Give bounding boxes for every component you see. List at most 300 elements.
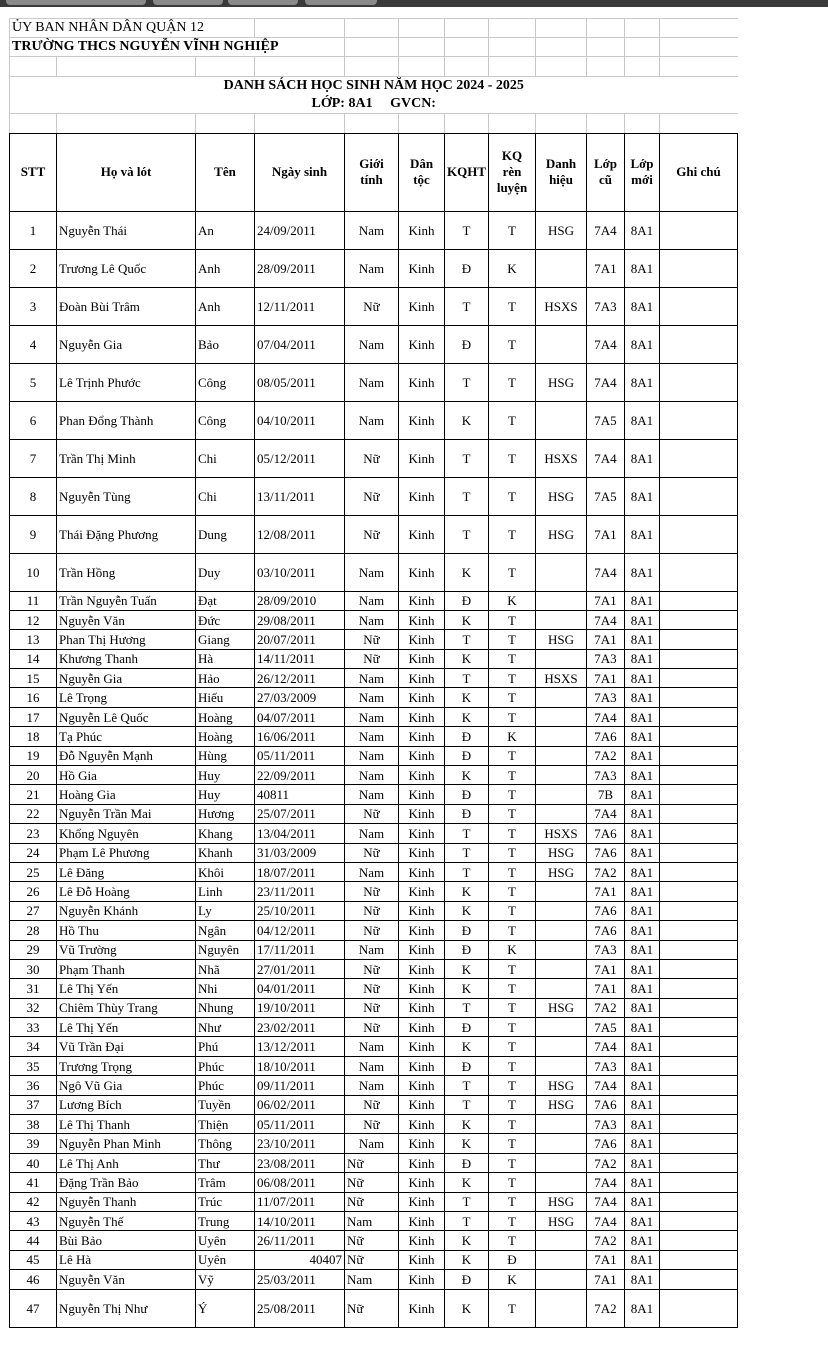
cell-ngay-sinh[interactable]: 18/07/2011 <box>255 862 345 881</box>
cell-ngay-sinh[interactable]: 23/11/2011 <box>255 882 345 901</box>
cell-gioi-tinh[interactable]: Nữ <box>345 901 399 920</box>
cell-dan-toc[interactable]: Kinh <box>399 1212 445 1231</box>
cell-kq-ren-luyen[interactable]: T <box>489 707 536 726</box>
cell-dan-toc[interactable]: Kinh <box>399 1076 445 1095</box>
cell-lop-moi[interactable]: 8A1 <box>625 669 660 688</box>
cell-danh-hieu[interactable]: HSG <box>536 630 587 649</box>
cell-kqht[interactable]: K <box>445 1250 489 1269</box>
cell-kq-ren-luyen[interactable]: T <box>489 843 536 862</box>
cell-ten[interactable]: Ly <box>196 901 255 920</box>
cell-kqht[interactable]: T <box>445 1095 489 1114</box>
cell-ho-lot[interactable]: Lương Bích <box>57 1095 196 1114</box>
cell-lop-cu[interactable]: 7A1 <box>587 882 625 901</box>
cell-ghi-chu[interactable] <box>660 766 738 785</box>
cell-stt[interactable]: 45 <box>10 1250 57 1269</box>
cell-stt[interactable]: 41 <box>10 1173 57 1192</box>
cell-ngay-sinh[interactable]: 23/08/2011 <box>255 1153 345 1172</box>
cell-stt[interactable]: 14 <box>10 649 57 668</box>
cell-lop-cu[interactable]: 7A5 <box>587 1018 625 1037</box>
cell-ten[interactable]: Anh <box>196 249 255 287</box>
cell-ghi-chu[interactable] <box>660 553 738 591</box>
cell-ten[interactable]: Trúc <box>196 1192 255 1211</box>
cell-lop-moi[interactable]: 8A1 <box>625 959 660 978</box>
cell-gioi-tinh[interactable]: Nam <box>345 785 399 804</box>
cell-ghi-chu[interactable] <box>660 998 738 1017</box>
cell-dan-toc[interactable]: Kinh <box>399 325 445 363</box>
cell-dan-toc[interactable]: Kinh <box>399 1115 445 1134</box>
cell-ghi-chu[interactable] <box>660 515 738 553</box>
cell-ghi-chu[interactable] <box>660 669 738 688</box>
cell-dan-toc[interactable]: Kinh <box>399 553 445 591</box>
cell-stt[interactable]: 6 <box>10 401 57 439</box>
cell-lop-moi[interactable]: 8A1 <box>625 1231 660 1250</box>
cell-dan-toc[interactable]: Kinh <box>399 940 445 959</box>
cell-stt[interactable]: 13 <box>10 630 57 649</box>
cell-ten[interactable]: Nhã <box>196 959 255 978</box>
cell-ngay-sinh[interactable]: 26/11/2011 <box>255 1231 345 1250</box>
cell-gioi-tinh[interactable]: Nữ <box>345 843 399 862</box>
cell-danh-hieu[interactable] <box>536 649 587 668</box>
cell-ho-lot[interactable]: Nguyễn Trần Mai <box>57 804 196 823</box>
cell-ho-lot[interactable]: Lê Thị Thanh <box>57 1115 196 1134</box>
cell-gioi-tinh[interactable]: Nam <box>345 553 399 591</box>
cell-ho-lot[interactable]: Tạ Phúc <box>57 727 196 746</box>
cell-kq-ren-luyen[interactable]: T <box>489 325 536 363</box>
col-header-ho[interactable]: Họ và lót <box>57 133 196 211</box>
cell-danh-hieu[interactable] <box>536 1037 587 1056</box>
cell-lop-moi[interactable]: 8A1 <box>625 1115 660 1134</box>
cell-dan-toc[interactable]: Kinh <box>399 1192 445 1211</box>
cell-gioi-tinh[interactable]: Nam <box>345 1212 399 1231</box>
cell-kq-ren-luyen[interactable]: T <box>489 1289 536 1327</box>
cell-dan-toc[interactable]: Kinh <box>399 669 445 688</box>
cell-ghi-chu[interactable] <box>660 940 738 959</box>
cell-lop-cu[interactable]: 7A3 <box>587 688 625 707</box>
cell-gioi-tinh[interactable]: Nam <box>345 940 399 959</box>
cell-ten[interactable]: An <box>196 211 255 249</box>
cell-kq-ren-luyen[interactable]: T <box>489 1134 536 1153</box>
cell-ho-lot[interactable]: Nguyễn Văn <box>57 1270 196 1289</box>
cell-kqht[interactable]: T <box>445 363 489 401</box>
cell-kq-ren-luyen[interactable]: T <box>489 998 536 1017</box>
cell-ngay-sinh[interactable]: 27/03/2009 <box>255 688 345 707</box>
cell-stt[interactable]: 42 <box>10 1192 57 1211</box>
cell-dan-toc[interactable]: Kinh <box>399 979 445 998</box>
cell-ho-lot[interactable]: Nguyễn Khánh <box>57 901 196 920</box>
cell-gioi-tinh[interactable]: Nam <box>345 211 399 249</box>
cell-ho-lot[interactable]: Nguyễn Phan Minh <box>57 1134 196 1153</box>
cell-danh-hieu[interactable]: HSG <box>536 477 587 515</box>
cell-kqht[interactable]: T <box>445 1212 489 1231</box>
cell-kq-ren-luyen[interactable]: T <box>489 1231 536 1250</box>
cell-ten[interactable]: Phúc <box>196 1076 255 1095</box>
cell-lop-moi[interactable]: 8A1 <box>625 1095 660 1114</box>
cell-stt[interactable]: 22 <box>10 804 57 823</box>
cell-danh-hieu[interactable]: HSG <box>536 363 587 401</box>
cell-ten[interactable]: Huy <box>196 785 255 804</box>
cell-lop-cu[interactable]: 7A1 <box>587 1250 625 1269</box>
cell-kqht[interactable]: Đ <box>445 940 489 959</box>
cell-danh-hieu[interactable] <box>536 882 587 901</box>
cell-kq-ren-luyen[interactable]: T <box>489 649 536 668</box>
cell-kqht[interactable]: Đ <box>445 1270 489 1289</box>
cell-dan-toc[interactable]: Kinh <box>399 862 445 881</box>
col-header-lopmoi[interactable]: Lớp mới <box>625 133 660 211</box>
cell-ngay-sinh[interactable]: 18/10/2011 <box>255 1056 345 1075</box>
cell-gioi-tinh[interactable]: Nam <box>345 862 399 881</box>
cell-dan-toc[interactable]: Kinh <box>399 688 445 707</box>
cell-stt[interactable]: 28 <box>10 921 57 940</box>
cell-kq-ren-luyen[interactable]: T <box>489 804 536 823</box>
cell-danh-hieu[interactable] <box>536 707 587 726</box>
cell-danh-hieu[interactable] <box>536 940 587 959</box>
cell-ngay-sinh[interactable]: 04/10/2011 <box>255 401 345 439</box>
cell-ghi-chu[interactable] <box>660 727 738 746</box>
cell-lop-moi[interactable]: 8A1 <box>625 363 660 401</box>
cell-ngay-sinh[interactable]: 06/08/2011 <box>255 1173 345 1192</box>
cell-ngay-sinh[interactable]: 04/07/2011 <box>255 707 345 726</box>
cell-ghi-chu[interactable] <box>660 211 738 249</box>
cell-gioi-tinh[interactable]: Nữ <box>345 804 399 823</box>
cell-ngay-sinh[interactable]: 13/12/2011 <box>255 1037 345 1056</box>
cell-gioi-tinh[interactable]: Nam <box>345 249 399 287</box>
cell-gioi-tinh[interactable]: Nữ <box>345 998 399 1017</box>
cell-gioi-tinh[interactable]: Nữ <box>345 630 399 649</box>
cell-stt[interactable]: 47 <box>10 1289 57 1327</box>
cell-ten[interactable]: Chi <box>196 477 255 515</box>
cell-lop-cu[interactable]: 7A1 <box>587 1270 625 1289</box>
cell-dan-toc[interactable]: Kinh <box>399 630 445 649</box>
cell-danh-hieu[interactable] <box>536 1173 587 1192</box>
cell-dan-toc[interactable]: Kinh <box>399 610 445 629</box>
cell-kq-ren-luyen[interactable]: K <box>489 249 536 287</box>
cell-danh-hieu[interactable] <box>536 1289 587 1327</box>
cell-lop-moi[interactable]: 8A1 <box>625 882 660 901</box>
cell-ten[interactable]: Khanh <box>196 843 255 862</box>
cell-ngay-sinh[interactable]: 23/02/2011 <box>255 1018 345 1037</box>
cell-lop-cu[interactable]: 7A4 <box>587 707 625 726</box>
cell-kqht[interactable]: K <box>445 401 489 439</box>
cell-ho-lot[interactable]: Khổng Nguyên <box>57 824 196 843</box>
cell-dan-toc[interactable]: Kinh <box>399 1018 445 1037</box>
cell-lop-cu[interactable]: 7A2 <box>587 1153 625 1172</box>
cell-danh-hieu[interactable] <box>536 959 587 978</box>
cell-ngay-sinh[interactable]: 28/09/2011 <box>255 249 345 287</box>
cell-kqht[interactable]: K <box>445 882 489 901</box>
cell-lop-cu[interactable]: 7A2 <box>587 998 625 1017</box>
col-header-danhhieu[interactable]: Danh hiệu <box>536 133 587 211</box>
cell-lop-cu[interactable]: 7A1 <box>587 979 625 998</box>
cell-kq-ren-luyen[interactable]: T <box>489 1153 536 1172</box>
cell-danh-hieu[interactable] <box>536 249 587 287</box>
cell-ghi-chu[interactable] <box>660 1056 738 1075</box>
cell-danh-hieu[interactable] <box>536 610 587 629</box>
cell-ngay-sinh[interactable]: 31/03/2009 <box>255 843 345 862</box>
cell-kqht[interactable]: T <box>445 287 489 325</box>
cell-danh-hieu[interactable] <box>536 401 587 439</box>
cell-ten[interactable]: Hà <box>196 649 255 668</box>
cell-kq-ren-luyen[interactable]: T <box>489 959 536 978</box>
cell-dan-toc[interactable]: Kinh <box>399 1289 445 1327</box>
cell-kq-ren-luyen[interactable]: T <box>489 1212 536 1231</box>
cell-stt[interactable]: 7 <box>10 439 57 477</box>
cell-gioi-tinh[interactable]: Nữ <box>345 1289 399 1327</box>
cell-ho-lot[interactable]: Phan Đổng Thành <box>57 401 196 439</box>
cell-ho-lot[interactable]: Hoàng Gia <box>57 785 196 804</box>
cell-danh-hieu[interactable] <box>536 1115 587 1134</box>
cell-stt[interactable]: 12 <box>10 610 57 629</box>
cell-lop-cu[interactable]: 7A3 <box>587 1115 625 1134</box>
cell-ho-lot[interactable]: Lê Thị Anh <box>57 1153 196 1172</box>
cell-ghi-chu[interactable] <box>660 1289 738 1327</box>
cell-danh-hieu[interactable]: HSG <box>536 515 587 553</box>
cell-lop-cu[interactable]: 7A1 <box>587 249 625 287</box>
cell-kq-ren-luyen[interactable]: T <box>489 746 536 765</box>
cell-stt[interactable]: 26 <box>10 882 57 901</box>
cell-ten[interactable]: Thông <box>196 1134 255 1153</box>
cell-ngay-sinh[interactable]: 24/09/2011 <box>255 211 345 249</box>
cell-gioi-tinh[interactable]: Nam <box>345 1270 399 1289</box>
cell-ngay-sinh[interactable]: 05/12/2011 <box>255 439 345 477</box>
cell-lop-cu[interactable]: 7A6 <box>587 1095 625 1114</box>
cell-ghi-chu[interactable] <box>660 249 738 287</box>
cell-stt[interactable]: 27 <box>10 901 57 920</box>
cell-ten[interactable]: Phú <box>196 1037 255 1056</box>
cell-kqht[interactable]: T <box>445 515 489 553</box>
cell-kqht[interactable]: K <box>445 610 489 629</box>
cell-kq-ren-luyen[interactable]: T <box>489 1173 536 1192</box>
cell-ten[interactable]: Ngân <box>196 921 255 940</box>
cell-lop-cu[interactable]: 7A1 <box>587 669 625 688</box>
cell-danh-hieu[interactable]: HSG <box>536 998 587 1017</box>
cell-kqht[interactable]: K <box>445 649 489 668</box>
cell-gioi-tinh[interactable]: Nam <box>345 1076 399 1095</box>
cell-danh-hieu[interactable] <box>536 1250 587 1269</box>
cell-kq-ren-luyen[interactable]: T <box>489 882 536 901</box>
cell-lop-cu[interactable]: 7A4 <box>587 439 625 477</box>
cell-ten[interactable]: Đức <box>196 610 255 629</box>
cell-ghi-chu[interactable] <box>660 1076 738 1095</box>
cell-gioi-tinh[interactable]: Nữ <box>345 882 399 901</box>
cell-danh-hieu[interactable] <box>536 591 587 610</box>
cell-ngay-sinh[interactable]: 23/10/2011 <box>255 1134 345 1153</box>
cell-dan-toc[interactable]: Kinh <box>399 882 445 901</box>
cell-gioi-tinh[interactable]: Nữ <box>345 921 399 940</box>
cell-ten[interactable]: Giang <box>196 630 255 649</box>
cell-kqht[interactable]: Đ <box>445 727 489 746</box>
cell-dan-toc[interactable]: Kinh <box>399 785 445 804</box>
cell-stt[interactable]: 39 <box>10 1134 57 1153</box>
cell-gioi-tinh[interactable]: Nữ <box>345 979 399 998</box>
cell-ghi-chu[interactable] <box>660 785 738 804</box>
cell-kq-ren-luyen[interactable]: T <box>489 515 536 553</box>
cell-ten[interactable]: Nhung <box>196 998 255 1017</box>
cell-ghi-chu[interactable] <box>660 610 738 629</box>
cell-kq-ren-luyen[interactable]: K <box>489 591 536 610</box>
cell-ngay-sinh[interactable]: 06/02/2011 <box>255 1095 345 1114</box>
cell-kq-ren-luyen[interactable]: T <box>489 921 536 940</box>
cell-lop-cu[interactable]: 7A4 <box>587 1076 625 1095</box>
cell-lop-moi[interactable]: 8A1 <box>625 1018 660 1037</box>
cell-dan-toc[interactable]: Kinh <box>399 1056 445 1075</box>
cell-danh-hieu[interactable]: HSG <box>536 862 587 881</box>
cell-kq-ren-luyen[interactable]: T <box>489 363 536 401</box>
cell-ghi-chu[interactable] <box>660 746 738 765</box>
cell-lop-cu[interactable]: 7A2 <box>587 1289 625 1327</box>
cell-ngay-sinh[interactable]: 29/08/2011 <box>255 610 345 629</box>
cell-kq-ren-luyen[interactable]: T <box>489 785 536 804</box>
cell-lop-moi[interactable]: 8A1 <box>625 1134 660 1153</box>
cell-danh-hieu[interactable] <box>536 901 587 920</box>
cell-gioi-tinh[interactable]: Nam <box>345 707 399 726</box>
cell-danh-hieu[interactable]: HSXS <box>536 824 587 843</box>
cell-ho-lot[interactable]: Lê Trịnh Phước <box>57 363 196 401</box>
cell-lop-cu[interactable]: 7A5 <box>587 477 625 515</box>
cell-stt[interactable]: 33 <box>10 1018 57 1037</box>
cell-ghi-chu[interactable] <box>660 804 738 823</box>
cell-ten[interactable]: Hoàng <box>196 727 255 746</box>
cell-lop-moi[interactable]: 8A1 <box>625 1037 660 1056</box>
cell-lop-cu[interactable]: 7A4 <box>587 1173 625 1192</box>
cell-kq-ren-luyen[interactable]: K <box>489 727 536 746</box>
cell-danh-hieu[interactable] <box>536 979 587 998</box>
cell-ho-lot[interactable]: Phạm Thanh <box>57 959 196 978</box>
cell-danh-hieu[interactable]: HSG <box>536 211 587 249</box>
cell-lop-moi[interactable]: 8A1 <box>625 785 660 804</box>
cell-danh-hieu[interactable]: HSG <box>536 1212 587 1231</box>
cell-ngay-sinh[interactable]: 13/11/2011 <box>255 477 345 515</box>
cell-lop-cu[interactable]: 7A4 <box>587 1212 625 1231</box>
cell-ho-lot[interactable]: Lê Trọng <box>57 688 196 707</box>
cell-ten[interactable]: Chi <box>196 439 255 477</box>
cell-lop-cu[interactable]: 7A2 <box>587 1231 625 1250</box>
cell-kqht[interactable]: Đ <box>445 1018 489 1037</box>
cell-ghi-chu[interactable] <box>660 325 738 363</box>
cell-ghi-chu[interactable] <box>660 688 738 707</box>
cell-kqht[interactable]: K <box>445 766 489 785</box>
cell-lop-cu[interactable]: 7A4 <box>587 1037 625 1056</box>
cell-kq-ren-luyen[interactable]: T <box>489 553 536 591</box>
cell-kq-ren-luyen[interactable]: T <box>489 1037 536 1056</box>
cell-kqht[interactable]: Đ <box>445 249 489 287</box>
cell-ho-lot[interactable]: Đoàn Bùi Trâm <box>57 287 196 325</box>
cell-kqht[interactable]: T <box>445 843 489 862</box>
cell-ngay-sinh[interactable]: 17/11/2011 <box>255 940 345 959</box>
cell-lop-cu[interactable]: 7A2 <box>587 862 625 881</box>
cell-kqht[interactable]: K <box>445 901 489 920</box>
cell-ten[interactable]: Phúc <box>196 1056 255 1075</box>
cell-kqht[interactable]: K <box>445 1115 489 1134</box>
sheet-tab[interactable] <box>305 0 377 5</box>
cell-lop-moi[interactable]: 8A1 <box>625 707 660 726</box>
cell-ghi-chu[interactable] <box>660 959 738 978</box>
cell-kq-ren-luyen[interactable]: T <box>489 901 536 920</box>
cell-gioi-tinh[interactable]: Nữ <box>345 1250 399 1269</box>
cell-ho-lot[interactable]: Lê Đăng <box>57 862 196 881</box>
cell-danh-hieu[interactable] <box>536 766 587 785</box>
cell-ghi-chu[interactable] <box>660 649 738 668</box>
col-header-kqrl[interactable]: KQ rèn luyện <box>489 133 536 211</box>
cell-kqht[interactable]: Đ <box>445 804 489 823</box>
cell-lop-moi[interactable]: 8A1 <box>625 287 660 325</box>
cell-ten[interactable]: Hùng <box>196 746 255 765</box>
cell-ghi-chu[interactable] <box>660 1115 738 1134</box>
cell-kqht[interactable]: K <box>445 1173 489 1192</box>
cell-danh-hieu[interactable] <box>536 921 587 940</box>
cell-dan-toc[interactable]: Kinh <box>399 727 445 746</box>
cell-lop-moi[interactable]: 8A1 <box>625 325 660 363</box>
cell-ngay-sinh[interactable]: 05/11/2011 <box>255 1115 345 1134</box>
cell-ho-lot[interactable]: Trần Thị Minh <box>57 439 196 477</box>
cell-gioi-tinh[interactable]: Nam <box>345 746 399 765</box>
cell-ghi-chu[interactable] <box>660 401 738 439</box>
cell-ngay-sinh[interactable]: 07/04/2011 <box>255 325 345 363</box>
cell-ngay-sinh[interactable]: 25/07/2011 <box>255 804 345 823</box>
cell-ngay-sinh[interactable]: 05/11/2011 <box>255 746 345 765</box>
cell-danh-hieu[interactable] <box>536 746 587 765</box>
cell-ghi-chu[interactable] <box>660 1153 738 1172</box>
cell-kq-ren-luyen[interactable]: T <box>489 824 536 843</box>
cell-gioi-tinh[interactable]: Nam <box>345 1037 399 1056</box>
cell-gioi-tinh[interactable]: Nam <box>345 727 399 746</box>
col-header-lopcu[interactable]: Lớp cũ <box>587 133 625 211</box>
cell-danh-hieu[interactable] <box>536 1018 587 1037</box>
cell-kq-ren-luyen[interactable]: T <box>489 1076 536 1095</box>
cell-kqht[interactable]: K <box>445 553 489 591</box>
cell-kqht[interactable]: Đ <box>445 785 489 804</box>
cell-kq-ren-luyen[interactable]: T <box>489 287 536 325</box>
cell-dan-toc[interactable]: Kinh <box>399 843 445 862</box>
cell-lop-cu[interactable]: 7A1 <box>587 591 625 610</box>
cell-ghi-chu[interactable] <box>660 1231 738 1250</box>
cell-ho-lot[interactable]: Vũ Trần Đại <box>57 1037 196 1056</box>
cell-stt[interactable]: 8 <box>10 477 57 515</box>
cell-ngay-sinh[interactable]: 25/03/2011 <box>255 1270 345 1289</box>
cell-dan-toc[interactable]: Kinh <box>399 1134 445 1153</box>
cell-ten[interactable]: Hiếu <box>196 688 255 707</box>
cell-danh-hieu[interactable] <box>536 1056 587 1075</box>
cell-ghi-chu[interactable] <box>660 363 738 401</box>
cell-lop-moi[interactable]: 8A1 <box>625 921 660 940</box>
cell-lop-moi[interactable]: 8A1 <box>625 940 660 959</box>
cell-kqht[interactable]: K <box>445 1289 489 1327</box>
cell-dan-toc[interactable]: Kinh <box>399 921 445 940</box>
cell-gioi-tinh[interactable]: Nam <box>345 363 399 401</box>
cell-gioi-tinh[interactable]: Nữ <box>345 477 399 515</box>
cell-kq-ren-luyen[interactable]: T <box>489 669 536 688</box>
cell-lop-cu[interactable]: 7A2 <box>587 746 625 765</box>
cell-danh-hieu[interactable]: HSG <box>536 843 587 862</box>
cell-ten[interactable]: Anh <box>196 287 255 325</box>
sheet-tab[interactable] <box>228 0 298 5</box>
cell-lop-moi[interactable]: 8A1 <box>625 1289 660 1327</box>
cell-ho-lot[interactable]: Nguyễn Thế <box>57 1212 196 1231</box>
cell-ho-lot[interactable]: Lê Hà <box>57 1250 196 1269</box>
cell-ho-lot[interactable]: Hồ Thu <box>57 921 196 940</box>
cell-ghi-chu[interactable] <box>660 824 738 843</box>
cell-stt[interactable]: 16 <box>10 688 57 707</box>
cell-danh-hieu[interactable] <box>536 804 587 823</box>
cell-ngay-sinh[interactable]: 40811 <box>255 785 345 804</box>
cell-kq-ren-luyen[interactable]: T <box>489 211 536 249</box>
cell-lop-cu[interactable]: 7B <box>587 785 625 804</box>
cell-lop-cu[interactable]: 7A6 <box>587 727 625 746</box>
cell-kqht[interactable]: T <box>445 824 489 843</box>
cell-ho-lot[interactable]: Vũ Trường <box>57 940 196 959</box>
cell-ngay-sinh[interactable]: 04/12/2011 <box>255 921 345 940</box>
cell-danh-hieu[interactable] <box>536 727 587 746</box>
cell-dan-toc[interactable]: Kinh <box>399 804 445 823</box>
